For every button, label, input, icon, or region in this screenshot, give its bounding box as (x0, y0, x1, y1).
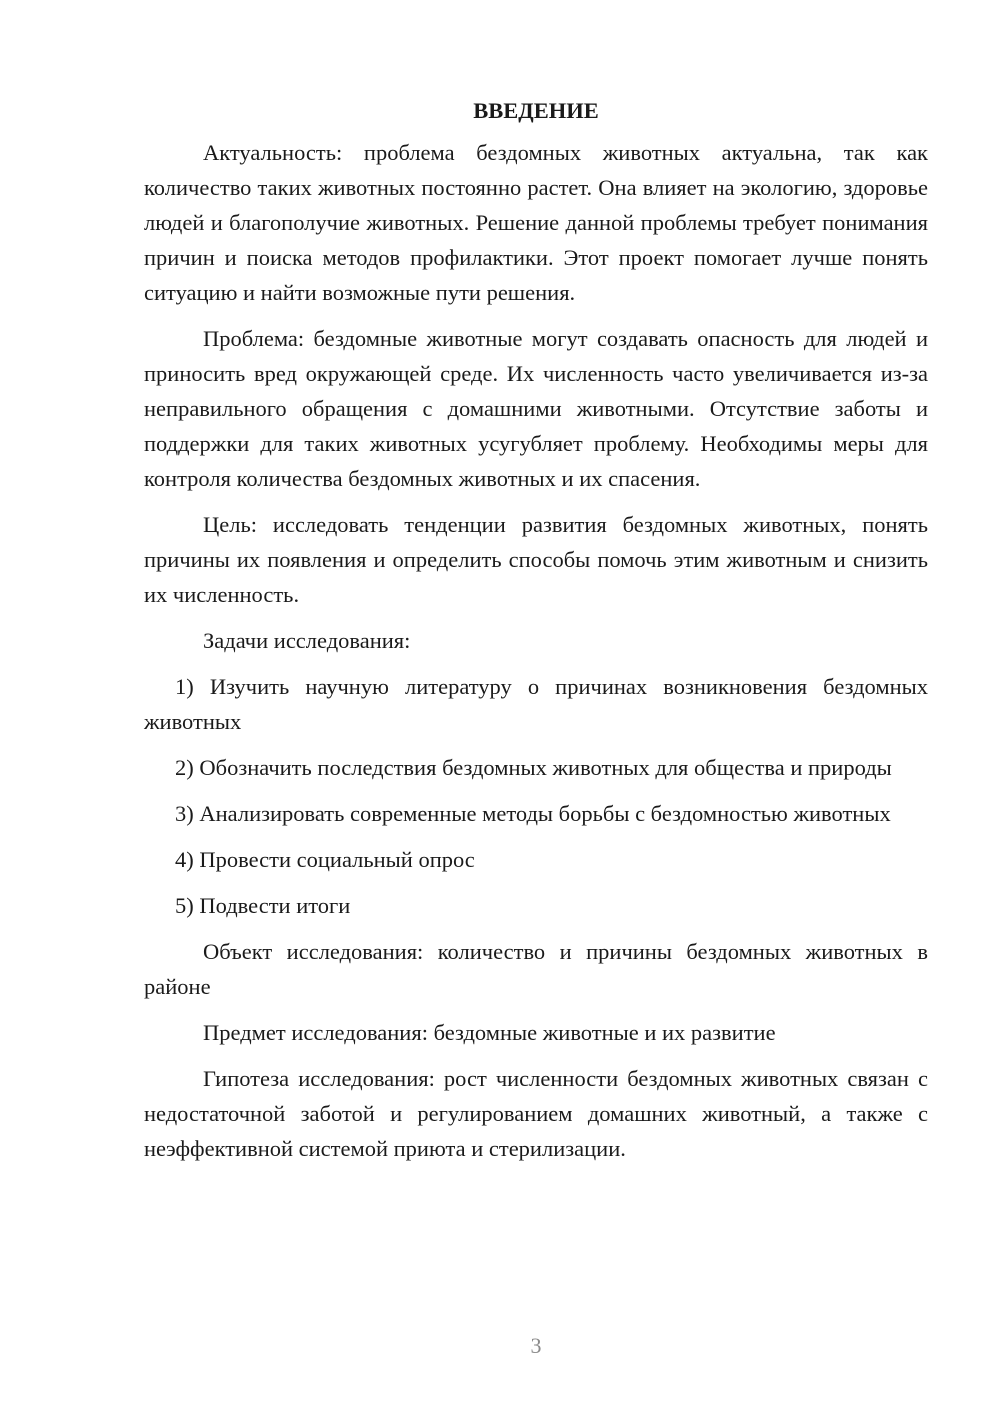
task-item: 4) Провести социальный опрос (175, 847, 475, 872)
goal-paragraph: Цель: исследовать тенденции развития бездомных животных, понять причины их появления и определить способы помочь этим животным и снизить их численность. (144, 512, 928, 607)
hypothesis-paragraph: Гипотеза исследования: рост численности бездомных животных связан с недостаточной заботой и регулированием домашних животный, а также с неэффективной системой приюта и стерилизации. (144, 1066, 928, 1161)
section-title: ВВЕДЕНИЕ (473, 98, 599, 123)
task-item: 3) Анализировать современные методы борьбы с бездомностью животных (175, 801, 891, 826)
relevance-paragraph: Актуальность: проблема бездомных животных актуальна, так как количество таких животных постоянно растет. Она влияет на экологию, здоровье людей и благополучие животных. Решение данной проблемы требует понимания причин и поиска методов профилактики. Этот проект помогает лучше понять ситуацию и найти возможные пути решения. (144, 140, 928, 305)
subject-paragraph: Предмет исследования: бездомные животные и их развитие (203, 1020, 776, 1045)
object-paragraph: Объект исследования: количество и причины бездомных животных в районе (144, 939, 928, 999)
task-item: 5) Подвести итоги (175, 893, 351, 918)
page-number: 3 (530, 1333, 542, 1358)
tasks-heading: Задачи исследования: (203, 628, 411, 653)
task-item: 2) Обозначить последствия бездомных животных для общества и природы (175, 755, 892, 780)
problem-paragraph: Проблема: бездомные животные могут создавать опасность для людей и приносить вред окружающей среде. Их численность часто увеличивается из-за неправильного обращения с домашними животными. Отсутствие заботы и поддержки для таких животных усугубляет проблему. Необходимы меры для контроля количества бездомных животных и их спасения. (144, 326, 928, 491)
document-page (144, 96, 928, 1177)
task-item: 1) Изучить научную литературу о причинах возникновения бездомных животных (144, 674, 928, 734)
